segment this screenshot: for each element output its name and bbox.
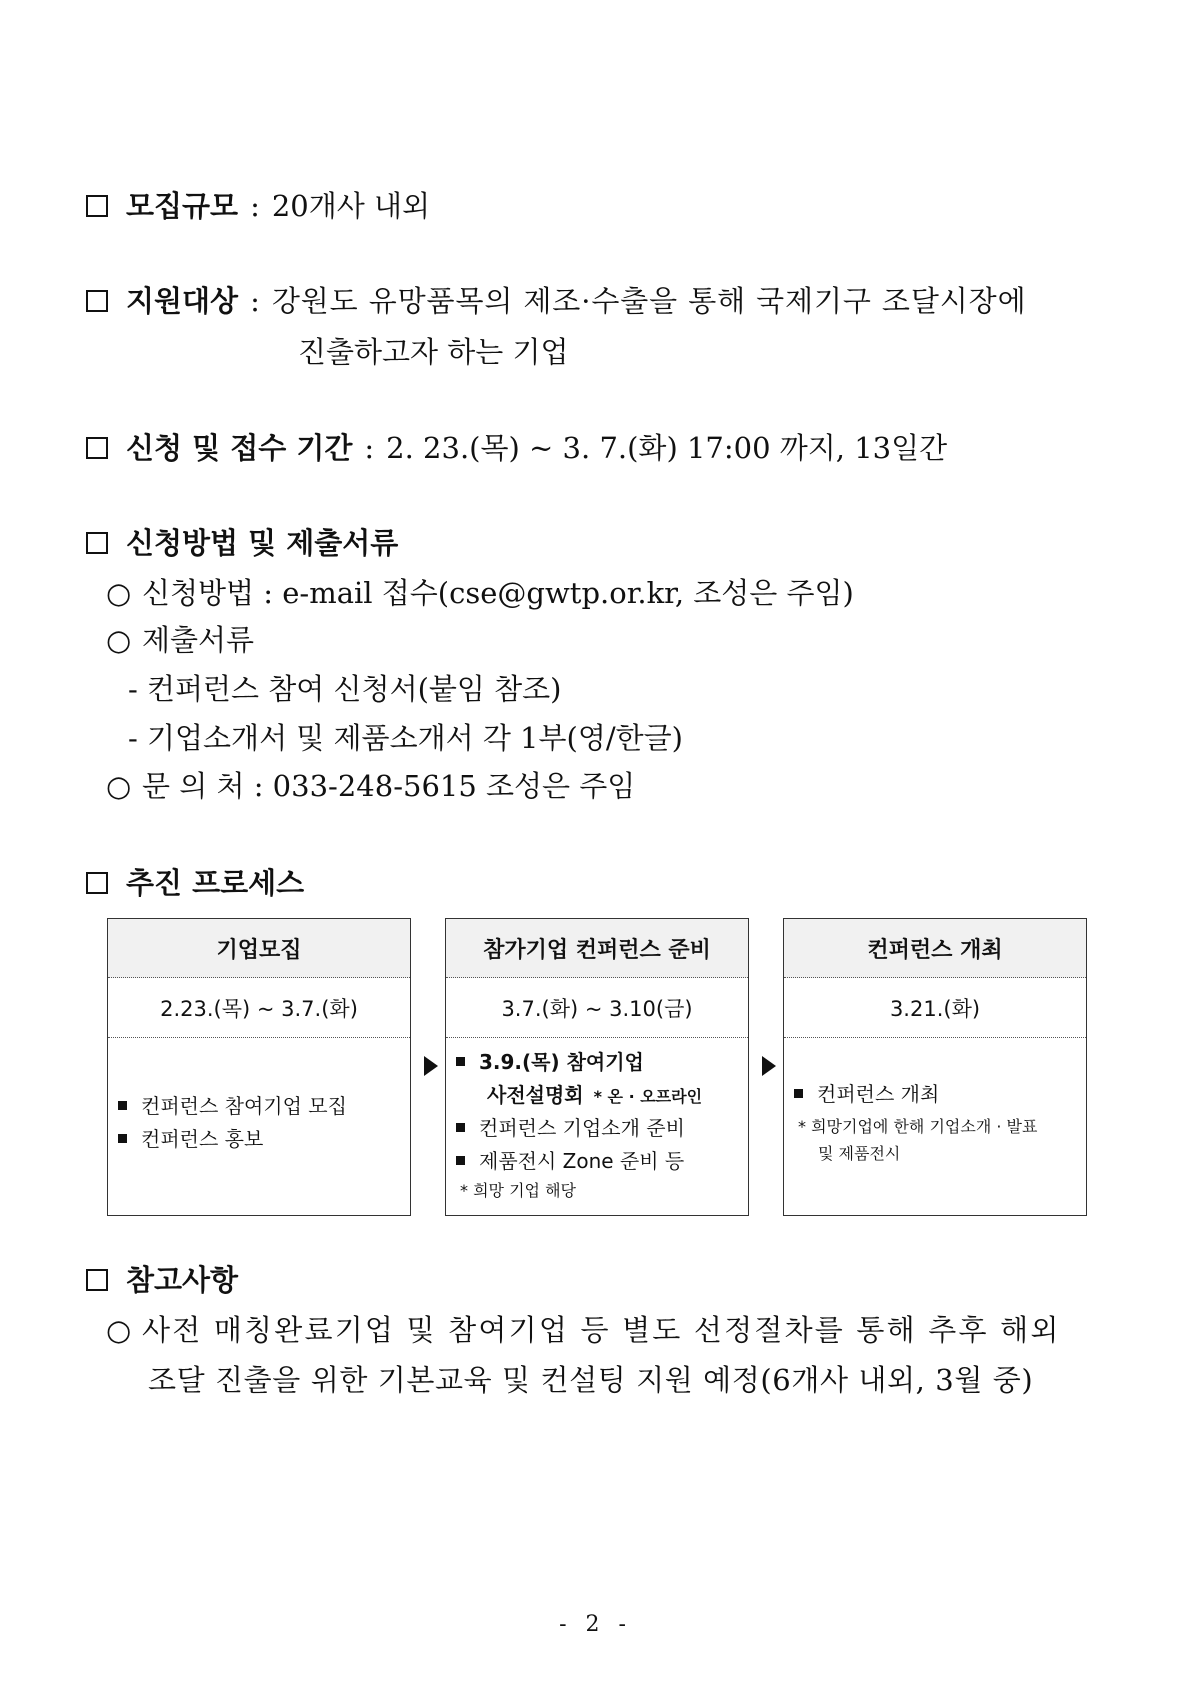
section-value: 강원도 유망품목의 제조·수출을 통해 국제기구 조달시장에 [271,284,1027,318]
square-bullet-icon [118,1101,127,1110]
apply-method-text: 신청방법 : e-mail 접수(cse@gwtp.or.kr, 조성은 주임) [142,576,854,610]
square-bullet-icon [456,1057,465,1066]
checkbox-icon [86,532,108,554]
section-heading: 지원대상 [126,284,239,318]
step-item-text: 컨퍼런스 참여기업 모집 [141,1094,347,1118]
square-bullet-icon [118,1134,127,1143]
square-bullet-icon [456,1156,465,1165]
notes-text: 사전 매칭완료기업 및 참여기업 등 별도 선정절차를 통해 추후 해외 [142,1313,1061,1347]
step-date: 3.21.(화) [784,978,1086,1038]
eligibility-continuation: 진출하고자 하는 기업 [298,335,569,369]
step-item [456,1048,644,1076]
notes-item [106,1312,1061,1348]
step-date: 3.7.(화) ~ 3.10(금) [446,978,748,1038]
step-item-text: 제품전시 Zone 준비 등 [479,1149,685,1173]
docs-subitem: - 기업소개서 및 제품소개서 각 1부(영/한글) [128,721,683,755]
square-bullet-icon [794,1089,803,1098]
square-bullet-icon [456,1123,465,1132]
arrow-right-icon [424,1056,438,1076]
section-heading: 추진 프로세스 [126,866,305,900]
circle-bullet-icon: ○ [106,1313,134,1347]
process-step-recruit [107,918,411,1216]
step-item [118,1125,263,1153]
separator: : [364,431,375,465]
section-heading: 모집규모 [126,189,239,223]
notes-section [86,1262,238,1298]
step-item-tag: * 온 · 오프라인 [593,1087,703,1106]
step-item-text: 컨퍼런스 홍보 [141,1127,264,1151]
period-section [86,430,947,466]
step-date: 2.23.(목) ~ 3.7.(화) [108,978,410,1038]
section-heading: 신청 및 접수 기간 [126,431,353,465]
process-step-prepare [445,918,749,1216]
step-body [108,1038,410,1216]
checkbox-icon [86,195,108,217]
docs-label: 제출서류 [142,623,255,657]
section-heading: 신청방법 및 제출서류 [126,526,399,560]
step-item [794,1080,939,1108]
process-section [86,865,304,901]
separator: : [250,284,260,318]
step-item [456,1114,685,1142]
circle-bullet-icon: ○ [106,576,132,610]
checkbox-icon [86,437,108,459]
step-title: 참가기업 컨퍼런스 준비 [446,919,748,978]
recruitment-section [86,188,430,224]
inquiry-text: 문 의 처 : 033-248-5615 조성은 주임 [142,769,636,803]
docs-item [106,622,254,658]
step-title: 기업모집 [108,919,410,978]
page-number: - 2 - [559,1612,632,1637]
step-title: 컨퍼런스 개최 [784,919,1086,978]
step-item [456,1147,684,1175]
section-value: 20개사 내외 [271,189,431,223]
step-item-text: 컨퍼런스 기업소개 준비 [479,1116,685,1140]
checkbox-icon [86,290,108,312]
separator: : [250,189,260,223]
step-item-text: 3.9.(목) 참여기업 [479,1050,644,1074]
circle-bullet-icon: ○ [106,769,132,803]
notes-continuation: 조달 진출을 위한 기본교육 및 컨설팅 지원 예정(6개사 내외, 3월 중) [148,1363,1034,1397]
section-heading: 참고사항 [126,1263,239,1297]
step-item-text: 컨퍼런스 개최 [817,1082,940,1106]
checkbox-icon [86,872,108,894]
eligibility-section [86,283,1027,319]
step-note-continuation: 및 제품전시 [818,1144,901,1163]
step-body [784,1038,1086,1216]
docs-subitem: - 컨퍼런스 참여 신청서(붙임 참조) [128,672,562,706]
step-item-continuation [487,1081,702,1111]
process-step-conference [783,918,1087,1216]
arrow-right-icon [762,1056,776,1076]
circle-bullet-icon: ○ [106,623,132,657]
method-section [86,525,398,561]
apply-method-item [106,575,854,611]
section-value: 2. 23.(목) ~ 3. 7.(화) 17:00 까지, 13일간 [386,431,948,465]
step-item-text: 사전설명회 [487,1083,584,1107]
step-note: * 희망기업에 한해 기업소개 · 발표 [798,1117,1038,1136]
step-body [446,1038,748,1216]
inquiry-item [106,768,635,804]
step-item [118,1092,347,1120]
step-note: * 희망 기업 해당 [460,1181,576,1200]
checkbox-icon [86,1269,108,1291]
